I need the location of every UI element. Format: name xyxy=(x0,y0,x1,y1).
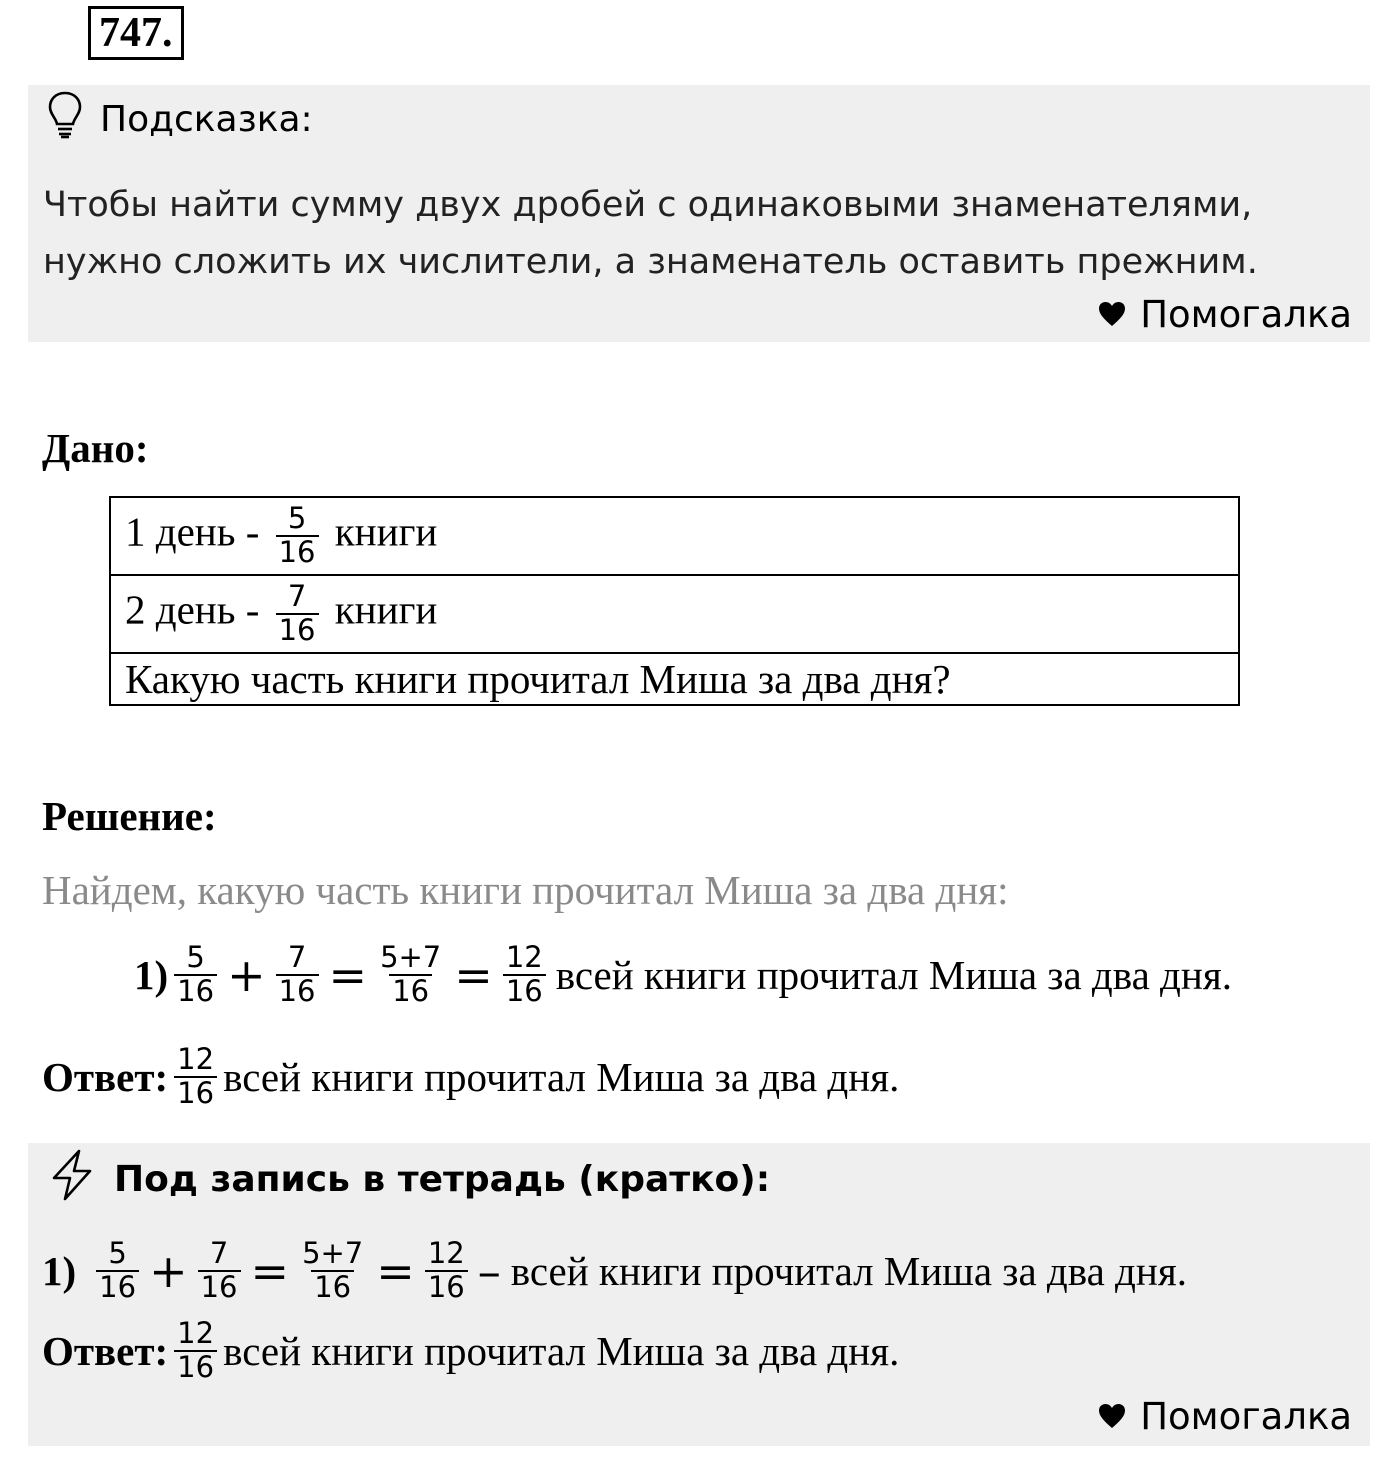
fraction xyxy=(276,503,319,569)
equals-sign: = xyxy=(376,1243,415,1298)
step-label: 1) xyxy=(42,1247,77,1294)
denominator: 16 xyxy=(96,1270,139,1304)
numerator: 5 xyxy=(186,940,205,974)
lightning-icon xyxy=(46,1148,98,1211)
numerator: 5+7 xyxy=(302,1236,364,1270)
answer-text: всей книги прочитал Миша за два дня. xyxy=(223,1053,900,1100)
answer-text: всей книги прочитал Миша за два дня. xyxy=(223,1327,900,1374)
hint-line: нужно сложить их числители, а знаменатель оставить прежним. xyxy=(43,242,1258,282)
brand-link[interactable] xyxy=(1098,1395,1352,1438)
given-table xyxy=(109,496,1240,706)
row-suffix: книги xyxy=(334,508,438,555)
heart-icon xyxy=(1098,293,1126,336)
answer-label: Ответ: xyxy=(42,1053,169,1100)
step-label: 1) xyxy=(134,951,169,998)
denominator: 16 xyxy=(389,974,432,1008)
lightbulb-icon xyxy=(46,90,84,149)
task-number: 747. xyxy=(88,6,184,60)
answer-label: Ответ: xyxy=(42,1327,169,1374)
question-cell: Какую часть книги прочитал Миша за два дня? xyxy=(110,653,1239,705)
brand-label: Помогалка xyxy=(1140,293,1352,336)
fraction xyxy=(425,1238,468,1304)
numerator: 12 xyxy=(177,1316,215,1350)
fraction xyxy=(276,581,319,647)
denominator: 16 xyxy=(276,974,319,1008)
fraction xyxy=(276,942,319,1008)
fraction xyxy=(198,1238,241,1304)
denominator: 16 xyxy=(276,613,319,647)
plus-sign: + xyxy=(227,947,266,1002)
solution-answer xyxy=(42,1044,899,1110)
solution-step xyxy=(134,942,1232,1008)
dash: – xyxy=(477,1243,501,1298)
equals-sign: = xyxy=(328,947,368,1002)
fraction xyxy=(174,1044,217,1110)
numerator: 12 xyxy=(177,1042,215,1076)
numerator: 12 xyxy=(427,1236,465,1270)
numerator: 7 xyxy=(209,1236,229,1270)
notes-panel xyxy=(28,1143,1370,1446)
solution-heading: Решение: xyxy=(42,793,217,839)
notes-step xyxy=(42,1238,1187,1304)
fraction xyxy=(503,942,546,1008)
plus-sign: + xyxy=(149,1243,188,1298)
numerator: 12 xyxy=(505,940,543,974)
table-row xyxy=(110,497,1239,575)
denominator: 16 xyxy=(503,974,546,1008)
fraction xyxy=(174,942,217,1008)
heart-icon xyxy=(1098,1395,1126,1438)
numerator: 5 xyxy=(287,501,307,536)
numerator: 5+7 xyxy=(380,940,442,974)
notes-title-label: Под запись в тетрадь (кратко): xyxy=(114,1158,771,1200)
step-text: всей книги прочитал Миша за два дня. xyxy=(555,951,1232,998)
hint-panel xyxy=(28,85,1370,342)
hint-title-label: Подсказка: xyxy=(100,98,313,140)
notes-title xyxy=(46,1151,770,1207)
hint-title xyxy=(46,93,313,145)
solution-intro: Найдем, какую часть книги прочитал Миша за два дня: xyxy=(42,867,1009,913)
numerator: 7 xyxy=(287,579,307,614)
hint-line: Чтобы найти сумму двух дробей с одинаковыми знаменателями, xyxy=(43,185,1253,225)
given-heading: Дано: xyxy=(42,425,149,471)
numerator: 5 xyxy=(108,1236,127,1270)
fraction xyxy=(299,1238,366,1304)
fraction xyxy=(174,1318,217,1384)
brand-label: Помогалка xyxy=(1140,1395,1352,1438)
denominator: 16 xyxy=(425,1270,468,1304)
denominator: 16 xyxy=(311,1270,354,1304)
row-prefix: 1 день - xyxy=(125,508,260,555)
denominator: 16 xyxy=(198,1270,241,1304)
table-row xyxy=(110,653,1239,705)
equals-sign: = xyxy=(454,947,493,1002)
numerator: 7 xyxy=(287,940,307,974)
row-suffix: книги xyxy=(334,586,438,633)
brand-link[interactable] xyxy=(1098,293,1352,336)
denominator: 16 xyxy=(276,535,319,569)
notes-answer xyxy=(42,1318,899,1384)
fraction xyxy=(377,942,444,1008)
table-row xyxy=(110,575,1239,653)
denominator: 16 xyxy=(174,1350,217,1384)
row-prefix: 2 день - xyxy=(125,586,260,633)
step-text: всей книги прочитал Миша за два дня. xyxy=(510,1247,1187,1294)
hint-text xyxy=(43,177,1353,291)
fraction xyxy=(96,1238,139,1304)
denominator: 16 xyxy=(174,1076,217,1110)
denominator: 16 xyxy=(174,974,217,1008)
equals-sign: = xyxy=(250,1243,290,1298)
